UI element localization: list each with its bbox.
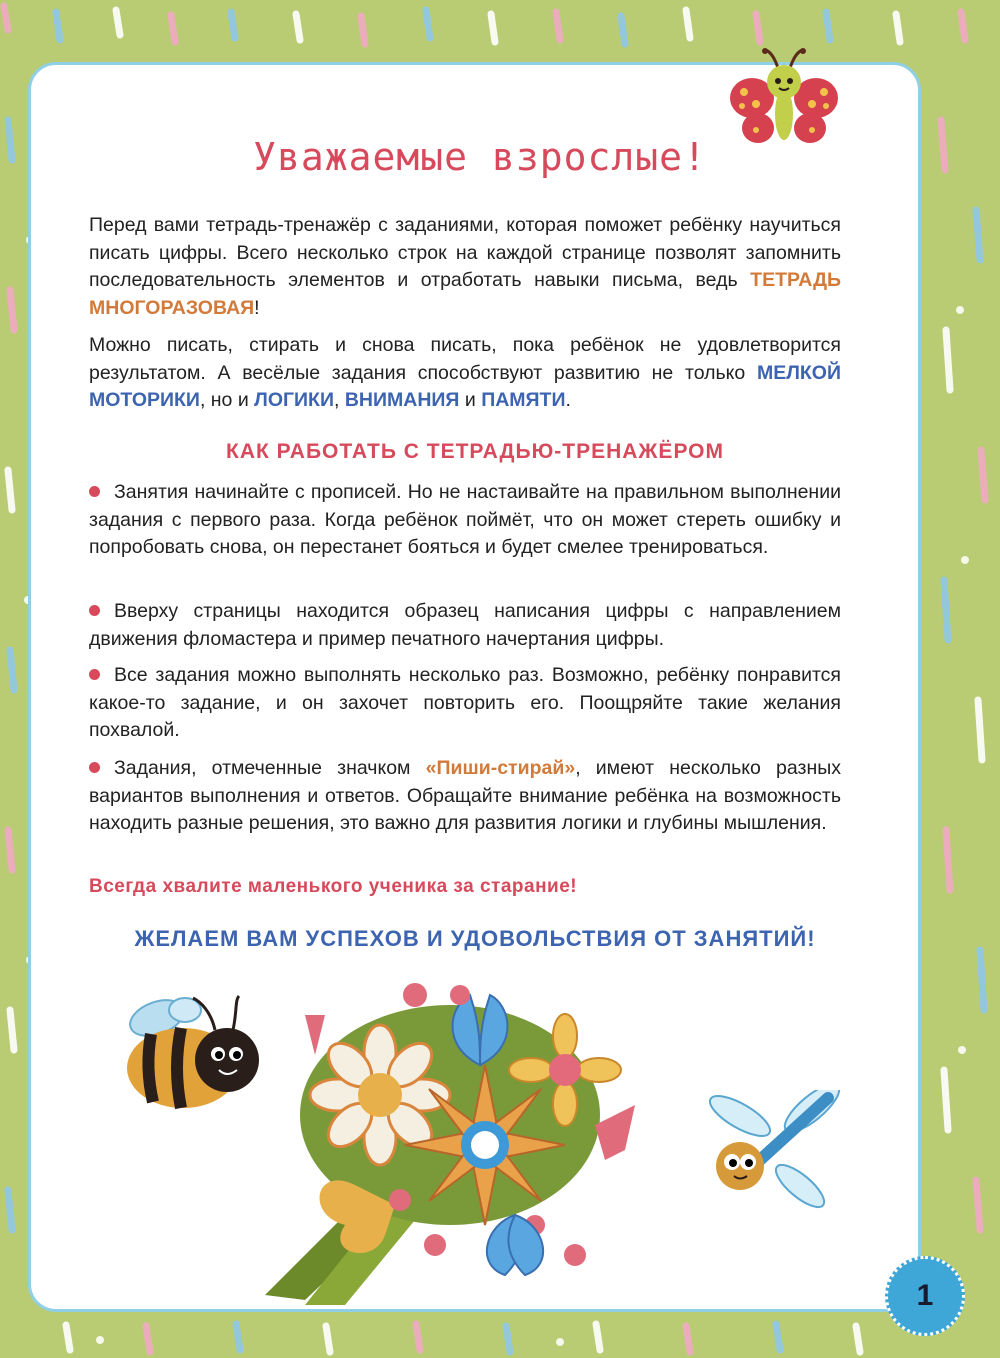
dragonfly-icon [700,1090,850,1220]
separator: , [333,389,345,411]
fine-motor-highlight: МЕЛКОЙ МОТОРИКИ [89,361,841,411]
attention-highlight: ВНИМАНИЯ [344,389,460,411]
separator: и [459,389,482,411]
butterfly-icon [728,48,840,148]
praise-note: Всегда хвалите маленького ученика за старание! [89,876,578,897]
bullet-text: , имеют несколько разных вариантов выполнения и ответов. Обращайте внимание ребёнка на возможность находить разные решения, это важно для развития логики и глубины мышления. [89,757,841,834]
bullet-item-1: Занятия начинайте с прописей. Но не настаивайте на правильном выполнении задания с первого раза. Когда ребёнок поймёт, что он может стереть ошибку и попробовать снова, он перестанет бояться и будет смелее тренироваться. [89,479,841,562]
bullet-text: Задания, отмеченные значком [114,757,426,779]
intro-text: Можно писать, стирать и снова писать, пока ребёнок не удовлетворится результатом. А весёлые задания способствуют развитию не только [89,334,841,384]
closing-wish: ЖЕЛАЕМ ВАМ УСПЕХОВ И УДОВОЛЬСТВИЯ ОТ ЗАНЯТИЙ! [134,926,816,951]
bullet-item-2: Вверху страницы находится образец написания цифры с направлением движения фломастера и пример печатного начертания цифры. [89,598,841,653]
logic-highlight: ЛОГИКИ [254,389,334,411]
intro-paragraph-2 [89,332,841,415]
memory-highlight: ПАМЯТИ [481,389,566,411]
write-erase-highlight: «Пиши-стирай» [425,757,576,779]
section-heading: КАК РАБОТАТЬ С ТЕТРАДЬЮ-ТРЕНАЖЁРОМ [226,440,724,463]
punctuation: ! [254,296,260,319]
separator: , но и [199,389,255,411]
punctuation: . [565,389,571,411]
flower-bouquet-icon [245,975,655,1305]
page-number-badge: 1 [885,1256,965,1336]
bullet-item-3: Все задания можно выполнять несколько раз. Возможно, ребёнку понравится какое-то задание, и он захочет повторить его. Поощряйте такие желания похвалой. [89,662,841,745]
reusable-notebook-highlight: ТЕТРАДЬ МНОГОРАЗОВАЯ [89,269,841,319]
intro-paragraph-1 [89,212,841,322]
intro-text: Перед вами тетрадь-тренажёр с заданиями, которая поможет ребёнку научиться писать цифры. Всего несколько строк на каждой странице позволят запомнить последовательность элементов и отработать навыки письма, ведь [89,214,841,291]
bee-icon [115,990,265,1120]
bullet-item-4 [89,755,841,838]
page-title: Уважаемые взрослые! [253,135,707,179]
